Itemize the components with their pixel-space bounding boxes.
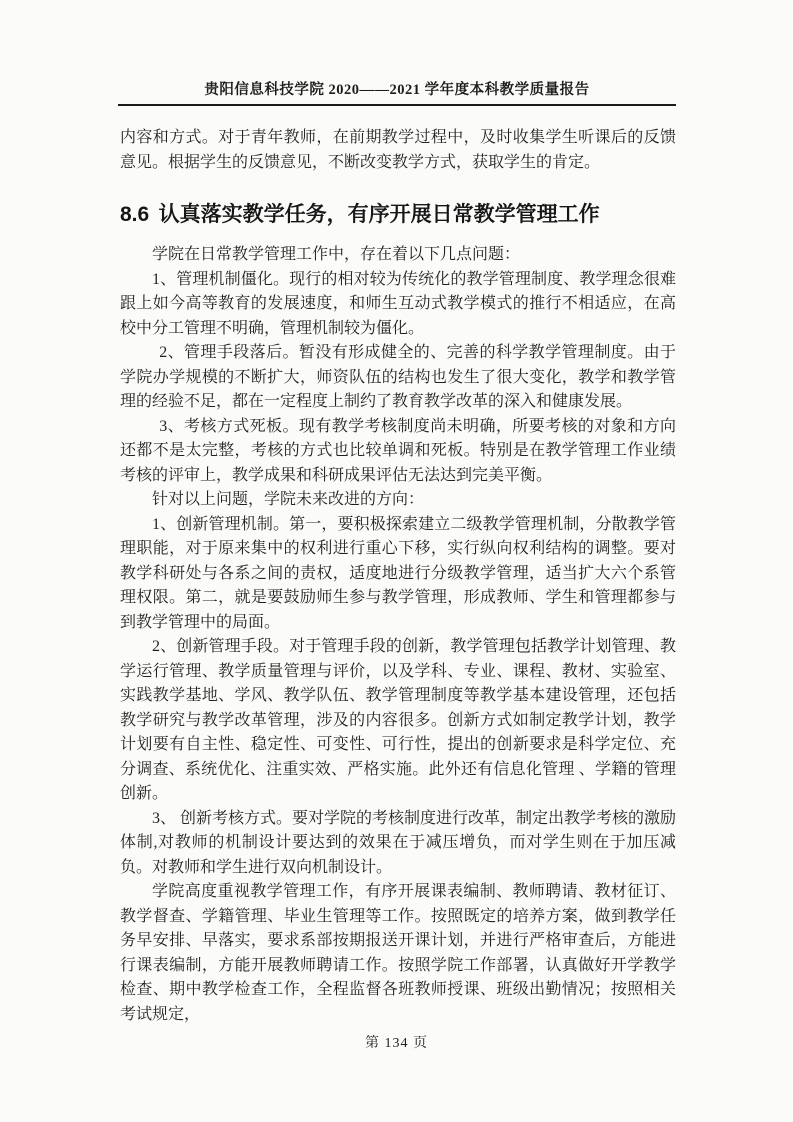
section-title: 认真落实教学任务，有序开展日常教学管理工作 [158,203,600,226]
header-rule [118,104,676,106]
paragraph-improvement-3: 3、 创新考核方式。要对学院的考核制度进行改革，制定出教学考核的激励体制,对教师的机制设计要达到的效果在于减压增负，而对学生则在于加压减负。对教师和学生进行双向机制设计。 [120,809,677,876]
page-header [118,78,676,106]
page-body [120,126,676,1027]
paragraph-continuation: 内容和方式。对于青年教师，在前期教学过程中，及时收集学生听课后的反馈意见。根据学生的反馈意见，不断改变教学方式，获取学生的肯定。 [120,129,676,171]
section-number: 8.6 [120,203,150,226]
paragraph-improvement-2: 2、创新管理手段。对于管理手段的创新，教学管理包括教学计划管理、教学运行管理、教学质量管理与评价，以及学科、专业、课程、教材、实验室、实践教学基地、学风、教学队伍、教学管理制度等教学基本建设管理，还包括教学研究与教学改革管理，涉及的内容很多。创新方式如制定教学计划，教学计划要有自主性、稳定性、可变性、可行性，提出的创新要求是科学定位、充分调查、系统优化、注重实效、严格实施。此外还有信息化管理 、学籍的管理创新。 [120,638,676,802]
paragraph-management-overview: 学院高度重视教学管理工作，有序开展课表编制、教师聘请、教材征订、教学督查、学籍管理、毕业生管理等工作。按照既定的培养方案，做到教学任务早安排、早落实，要求系部按期报送开课计划，并进行严格审查后，方能进行课表编制，方能开展教师聘请工作。按照学院工作部署，认真做好开学教学检查、期中教学检查工作，全程监督各班教师授课、班级出勤情况；按照相关考试规定， [120,883,676,1023]
paragraph-problem-2: 2、管理手段落后。暂没有形成健全的、完善的科学教学管理制度。由于学院办学规模的不断扩大，师资队伍的结构也发生了很大变化，教学和教学管理的经验不足，都在一定程度上制约了教育教学改革的深入和健康发展。 [120,344,676,410]
section-heading [120,200,676,229]
paragraph-improvements-lead: 针对以上问题，学院未来改进的方向： [152,491,425,508]
paragraph-problems-lead: 学院在日常教学管理工作中，存在着以下几点问题： [152,246,521,263]
running-header-title: 贵阳信息科技学院 2020——2021 学年度本科教学质量报告 [204,82,590,98]
paragraph-improvement-1: 1、创新管理机制。第一，要积极探索建立二级教学管理机制，分散教学管理职能，对于原来集中的权利进行重心下移，实行纵向权利结构的调整。要对教学科研处与各系之间的责权，适度地进行分级教学管理，适当扩大六个系管理权限。第二，就是要鼓励师生参与教学管理，形成教师、学生和管理都参与到教学管理中的局面。 [120,515,676,631]
page-number: 第 134 页 [365,1036,428,1051]
page-footer [0,1032,793,1052]
paragraph-problem-1: 1、管理机制僵化。现行的相对较为传统化的教学管理制度、教学理念很难跟上如今高等教育的发展速度，和师生互动式教学模式的推行不相适应，在高校中分工管理不明确，管理机制较为僵化。 [120,270,676,337]
paragraph-problem-3: 3、考核方式死板。现有教学考核制度尚未明确，所要考核的对象和方向还都不是太完整，考核的方式也比较单调和死板。特别是在教学管理工作业绩考核的评审上，教学成果和科研成果评估无法达到完美平衡。 [120,417,676,484]
